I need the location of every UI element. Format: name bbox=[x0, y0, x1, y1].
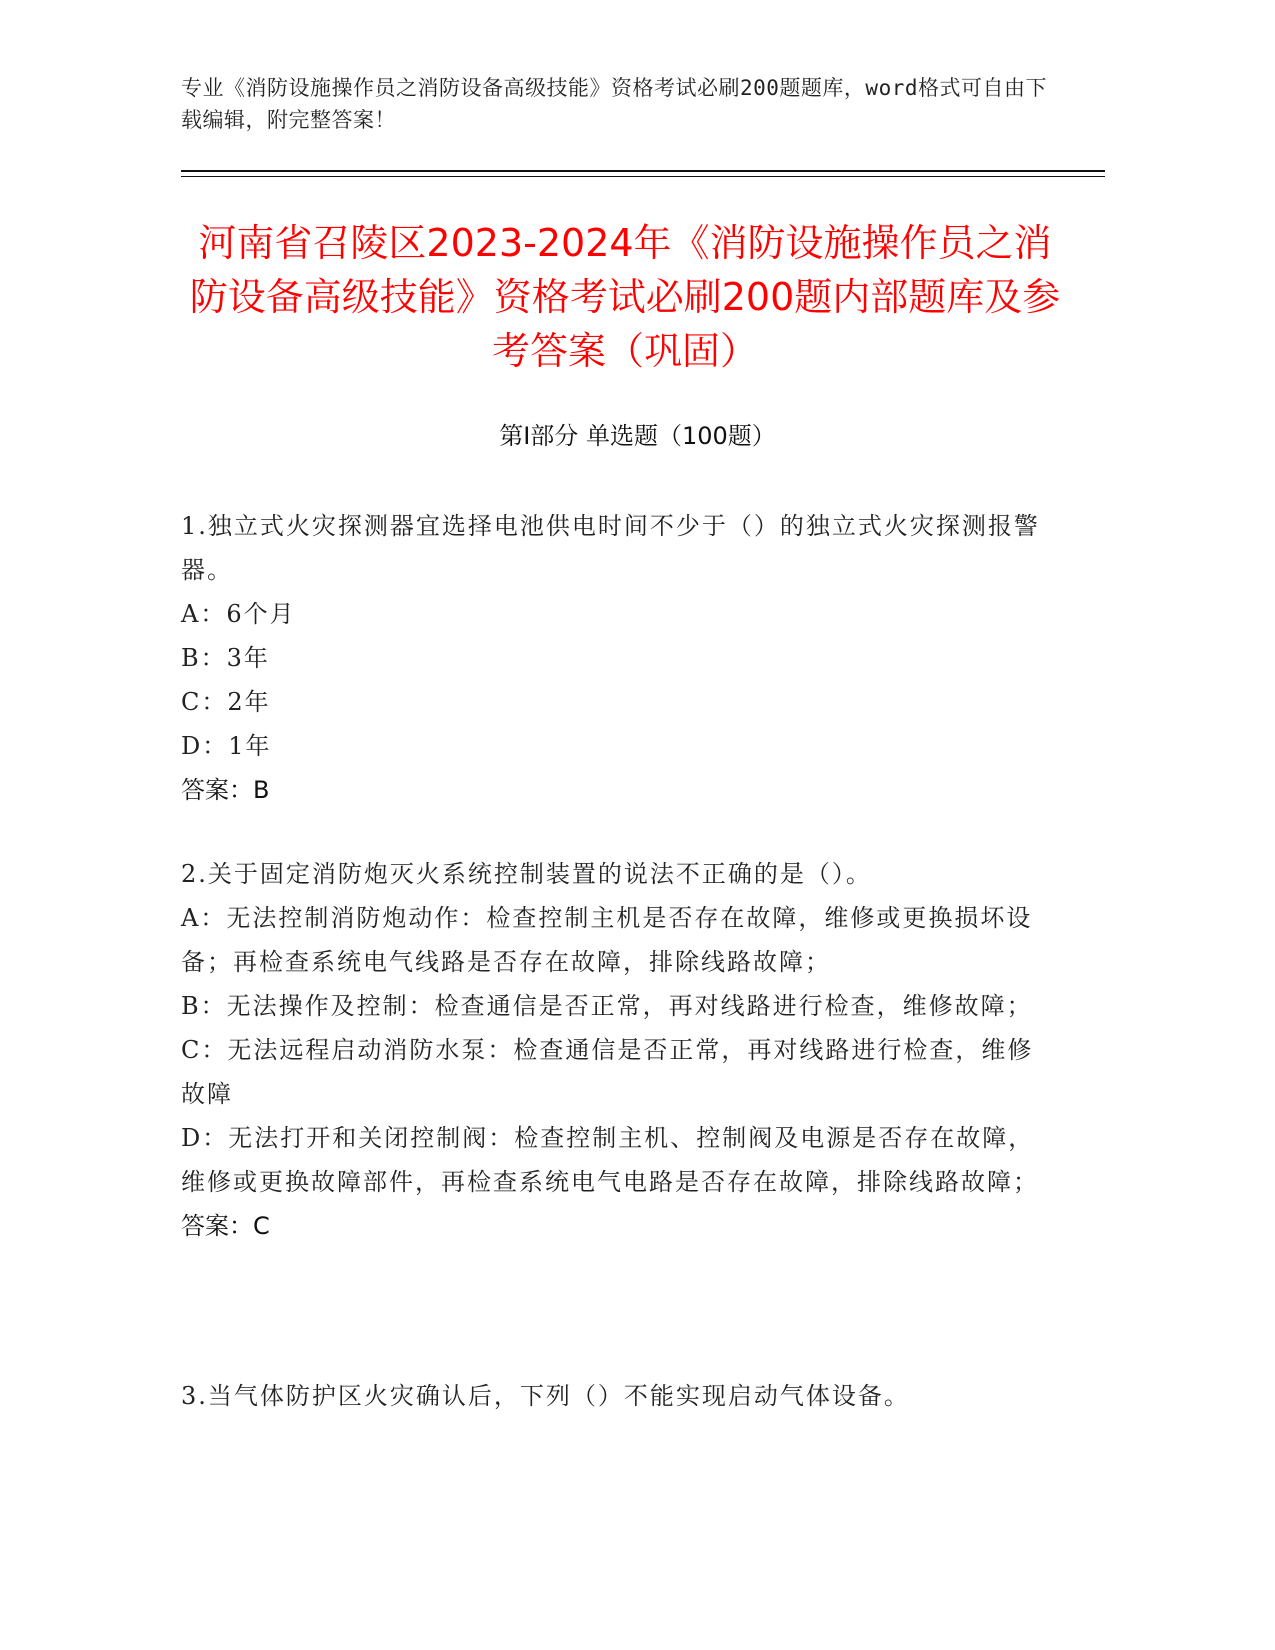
option-a: A：无法控制消防炮动作：检查控制主机是否存在故障，维修或更换损坏设备；再检查系统电气线路是否存在故障，排除线路故障； bbox=[181, 904, 1033, 976]
question-stem: 1.独立式火灾探测器宜选择电池供电时间不少于（）的独立式火灾探测报警器。 bbox=[181, 512, 1040, 584]
header-divider-thin bbox=[181, 176, 1105, 177]
option-c: C：2年 bbox=[181, 688, 271, 716]
option-c: C：无法远程启动消防水泵：检查通信是否正常，再对线路进行检查，维修故障 bbox=[181, 1036, 1034, 1108]
question-block bbox=[181, 1374, 1041, 1418]
section-heading: 第Ⅰ部分 单选题（100题） bbox=[499, 422, 776, 450]
option-b: B：无法操作及控制：检查通信是否正常，再对线路进行检查，维修故障； bbox=[181, 992, 1033, 1020]
option-d: D：1年 bbox=[181, 732, 272, 760]
document-title: 河南省召陵区2023-2024年《消防设施操作员之消防设备高级技能》资格考试必刷200题内部题库及参考答案（巩固） bbox=[189, 221, 1061, 373]
option-b: B：3年 bbox=[181, 644, 270, 672]
question-stem: 2.关于固定消防炮灭火系统控制装置的说法不正确的是（）。 bbox=[181, 860, 872, 888]
option-d: D：无法打开和关闭控制阀：检查控制主机、控制阀及电源是否存在故障，维修或更换故障部件，再检查系统电气电路是否存在故障，排除线路故障； bbox=[181, 1124, 1039, 1196]
answer-label: 答案：B bbox=[181, 776, 270, 804]
option-a: A：6个月 bbox=[181, 600, 296, 628]
answer-label: 答案：C bbox=[181, 1212, 270, 1240]
header-divider-thick bbox=[181, 170, 1105, 172]
question-block bbox=[181, 852, 1041, 1248]
question-block bbox=[181, 504, 1041, 812]
question-stem: 3.当气体防护区火灾确认后，下列（）不能实现启动气体设备。 bbox=[181, 1382, 910, 1410]
header-note: 专业《消防设施操作员之消防设备高级技能》资格考试必刷200题题库，word格式可自由下载编辑，附完整答案！ bbox=[181, 76, 1047, 132]
